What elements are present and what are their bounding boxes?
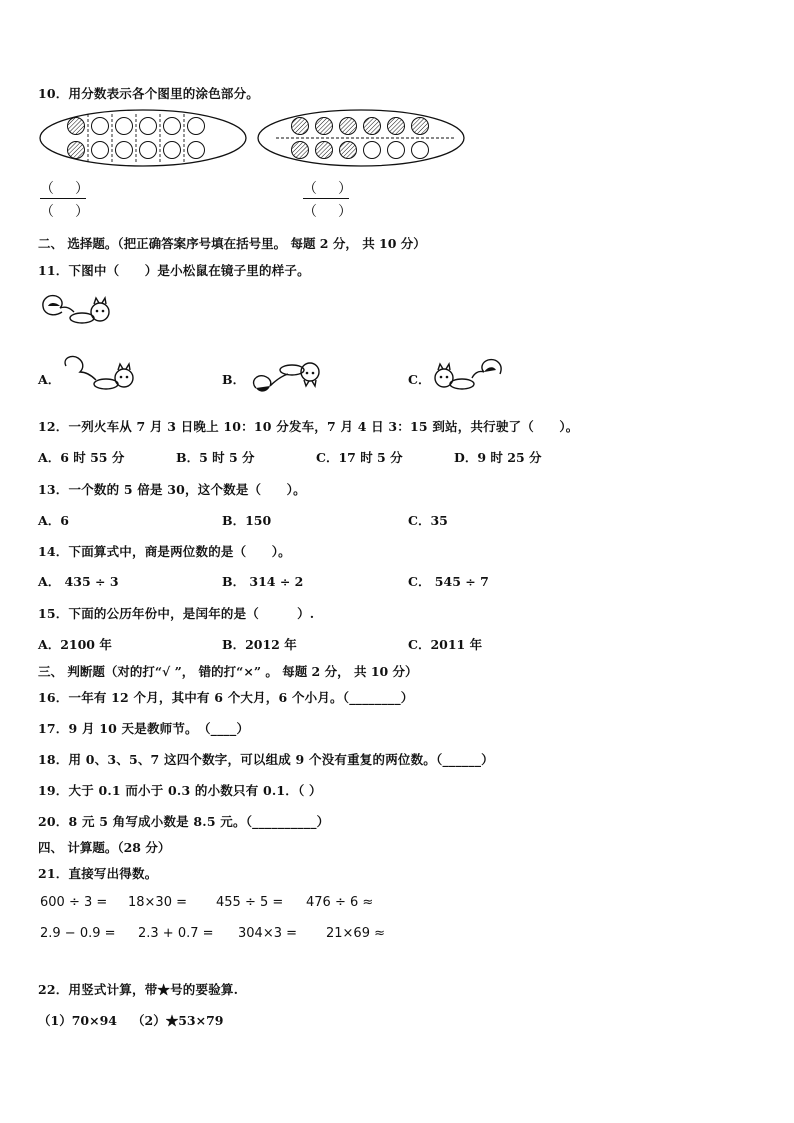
figure-left-oval bbox=[38, 108, 248, 168]
q13-option-a: A．6 bbox=[38, 513, 69, 528]
question-10: 10．用分数表示各个图里的涂色部分。 bbox=[38, 86, 259, 101]
q12-option-a: A．6 时 55 分 bbox=[38, 450, 125, 465]
q22-item-2: （2）★53×79 bbox=[132, 1013, 224, 1028]
q14-option-a: A． 435 ÷ 3 bbox=[38, 574, 119, 589]
figure-right-oval bbox=[256, 108, 466, 168]
q11-option-a: A． bbox=[38, 372, 61, 387]
question-17: 17．9 月 10 天是教师节。 （____） bbox=[38, 721, 250, 736]
squirrel-icon bbox=[40, 292, 112, 328]
squirrel-option-c-icon bbox=[432, 356, 504, 392]
q11-option-c: C． bbox=[408, 372, 431, 387]
squirrel-option-b-icon bbox=[248, 358, 320, 396]
question-15: 15．下面的公历年份中，是闰年的是（ ）. bbox=[38, 606, 315, 621]
calc-item: 304×3 = bbox=[238, 926, 298, 941]
calc-item: 455 ÷ 5 = bbox=[216, 895, 284, 910]
calc-item: 600 ÷ 3 = bbox=[40, 895, 108, 910]
section-3-heading: 三、 判断题（对的打“√ ”， 错的打“×” 。 每题 2 分， 共 10 分） bbox=[38, 664, 418, 679]
q22-item-1: （1）70×94 bbox=[38, 1013, 117, 1028]
question-21: 21．直接写出得数。 bbox=[38, 866, 158, 881]
q12-option-c: C．17 时 5 分 bbox=[316, 450, 403, 465]
calc-item: 2.3 + 0.7 = bbox=[138, 926, 214, 941]
question-13: 13．一个数的 5 倍是 30，这个数是（ ）。 bbox=[38, 482, 306, 497]
calc-item: 2.9 − 0.9 = bbox=[40, 926, 116, 941]
question-16: 16．一年有 12 个月，其中有 6 个大月，6 个小月。（________） bbox=[38, 690, 414, 705]
q15-option-a: A．2100 年 bbox=[38, 637, 112, 652]
q11-option-b: B． bbox=[222, 372, 246, 387]
q12-option-d: D．9 时 25 分 bbox=[454, 450, 542, 465]
squirrel-option-a-icon bbox=[62, 356, 134, 392]
question-22: 22．用竖式计算，带★号的要验算. bbox=[38, 982, 239, 997]
fraction-blank-left: （ ） （ ） bbox=[40, 181, 89, 220]
question-12: 12．一列火车从 7 月 3 日晚上 10：10 分发车，7 月 4 日 3：15 到站，共行驶了（ ）。 bbox=[38, 419, 579, 434]
calc-item: 476 ÷ 6 ≈ bbox=[306, 895, 374, 910]
q13-option-c: C．35 bbox=[408, 513, 448, 528]
question-20: 20．8 元 5 角写成小数是 8.5 元。（__________） bbox=[38, 814, 330, 829]
q15-option-b: B．2012 年 bbox=[222, 637, 297, 652]
q15-option-c: C．2011 年 bbox=[408, 637, 483, 652]
q12-option-b: B．5 时 5 分 bbox=[176, 450, 255, 465]
q14-option-c: C． 545 ÷ 7 bbox=[408, 574, 489, 589]
fraction-blank-right: （ ） （ ） bbox=[303, 181, 352, 220]
question-14: 14．下面算式中，商是两位数的是（ ）。 bbox=[38, 544, 291, 559]
question-19: 19．大于 0.1 而小于 0.3 的小数只有 0.1．（ ） bbox=[38, 783, 322, 798]
calc-item: 21×69 ≈ bbox=[326, 926, 386, 941]
section-4-heading: 四、 计算题。（28 分） bbox=[38, 840, 171, 855]
question-11: 11．下图中（ ）是小松鼠在镜子里的样子。 bbox=[38, 263, 310, 278]
section-2-heading: 二、 选择题。（把正确答案序号填在括号里。 每题 2 分， 共 10 分） bbox=[38, 236, 426, 251]
q14-option-b: B． 314 ÷ 2 bbox=[222, 574, 304, 589]
calc-item: 18×30 = bbox=[128, 895, 188, 910]
question-18: 18．用 0、3、5、7 这四个数字，可以组成 9 个没有重复的两位数。（______） bbox=[38, 752, 494, 767]
q13-option-b: B．150 bbox=[222, 513, 272, 528]
